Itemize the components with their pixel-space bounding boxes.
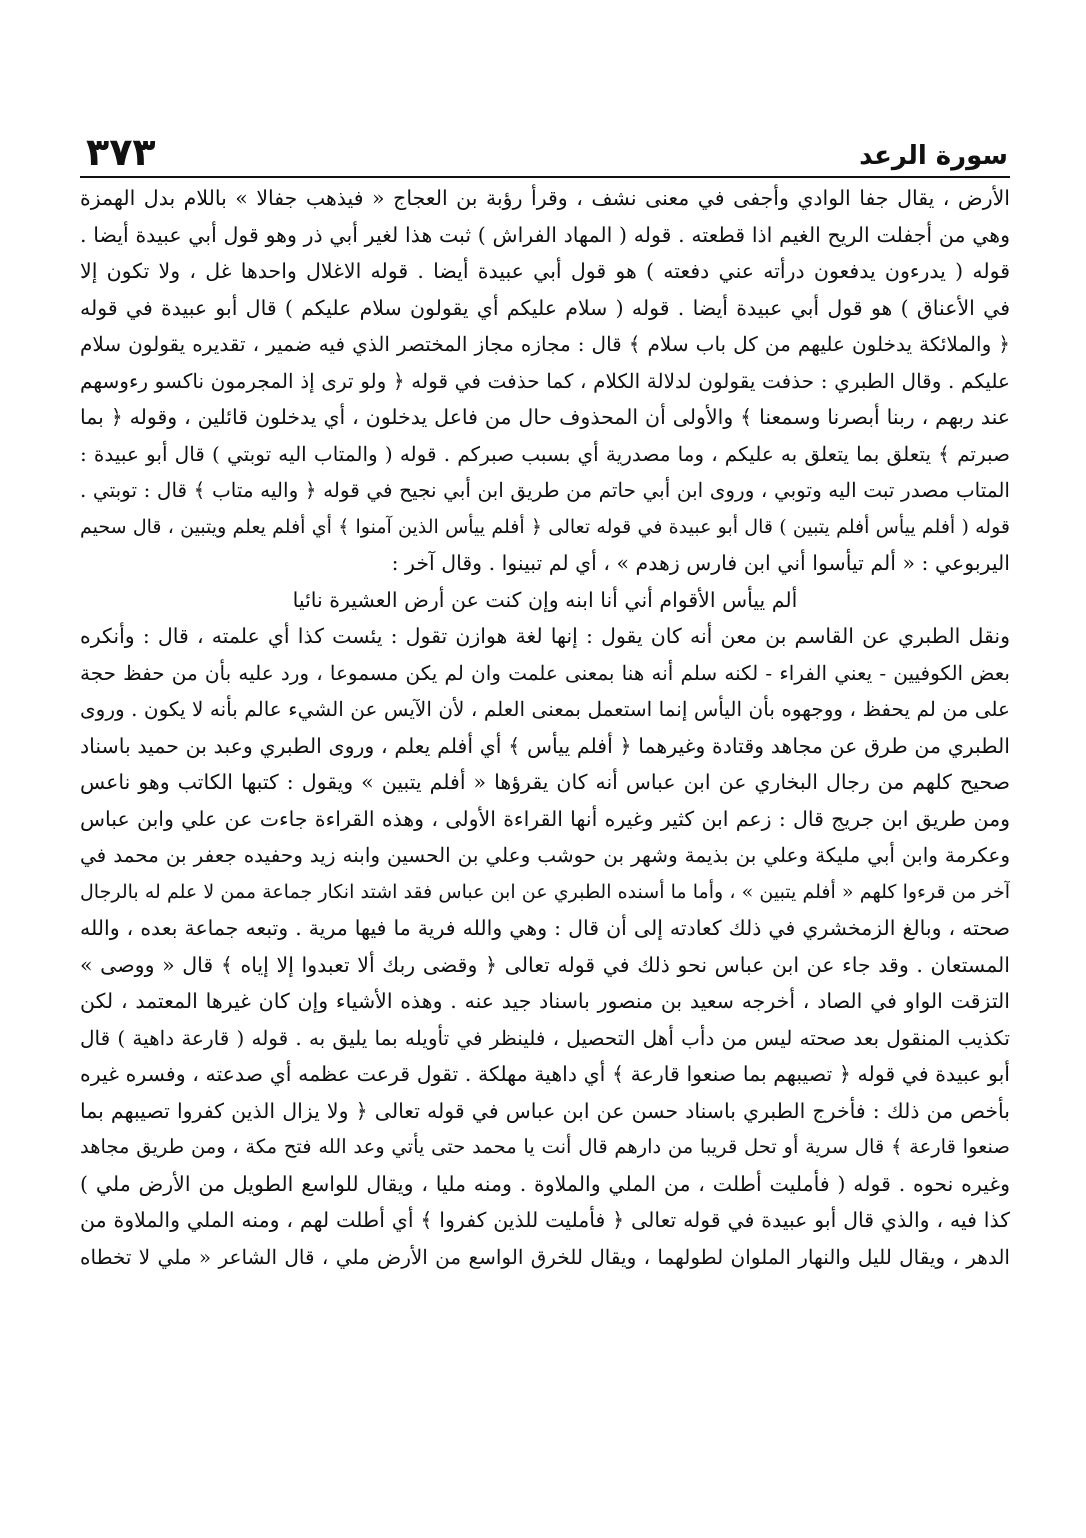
running-title: سورة الرعد xyxy=(859,141,1008,171)
header-rule xyxy=(80,176,1010,178)
text-line: تكذيب المنقول بعد صحته ليس من دأب أهل التحصيل ، فلينظر في تأويله بما يليق به . قوله ( قارعة داهية ) قال xyxy=(80,1025,1010,1050)
text-line: بعض الكوفيين - يعني الفراء - لكنه سلم أنه هنا بمعنى علمت وان لم يكن مسموعا ، ورد عليه بأن من حفظ حجة xyxy=(80,660,1010,685)
poetry-verse: ألم ييأس الأقوام أني أنا ابنه وإن كنت عن أرض العشيرة نائيا xyxy=(292,587,798,612)
text-line: ومن طريق ابن جريج قال : زعم ابن كثير وغيره أنها القراءة الأولى ، وهذه القراءة جاءت عن علي وابن عباس xyxy=(80,806,1010,831)
text-line: المستعان . وقد جاء عن ابن عباس نحو ذلك في قوله تعالى ﴿ وقضى ربك ألا تعبدوا إلا إياه ﴾ قال « ووصى » xyxy=(80,952,1010,977)
text-line: أبو عبيدة في قوله ﴿ تصيبهم بما صنعوا قارعة ﴾ أي داهية مهلكة . تقول قرعت عظمه أي صدعته ، وفسره غيره xyxy=(80,1062,1010,1086)
text-line: صحته ، وبالغ الزمخشري في ذلك كعادته إلى أن قال : وهي والله فرية ما فيها مرية . وتبعه جماعة بعده ، والله xyxy=(80,916,1010,940)
text-line: بأخص من ذلك : فأخرج الطبري باسناد حسن عن ابن عباس في قوله تعالى ﴿ ولا يزال الذين كفروا تصيبهم بما xyxy=(80,1098,1010,1123)
page-header xyxy=(86,128,1008,172)
text-line: قوله ( يدرءون يدفعون درأته عني دفعته ) هو قول أبي عبيدة أيضا . قوله الاغلال واحدها غل ، ولا تكون إلا xyxy=(80,259,1010,283)
text-line: كذا فيه ، والذي قال أبو عبيدة في قوله تعالى ﴿ فأمليت للذين كفروا ﴾ أي أطلت لهم ، ومنه الملي والملاوة من xyxy=(80,1208,1010,1232)
text-line: آخر من قرءوا كلهم « أفلم يتبين » ، وأما ما أسنده الطبري عن ابن عباس فقد اشتد انكار جماعة ممن لا علم له بالرجال xyxy=(80,880,1010,903)
text-line: في الأعناق ) هو قول أبي عبيدة أيضا . قوله ( سلام عليكم أي يقولون سلام عليكم ) قال أبو عبيدة في قوله xyxy=(80,295,1010,320)
text-line: عليكم . وقال الطبري : حذفت يقولون لدلالة الكلام ، كما حذفت في قوله ﴿ ولو ترى إذ المجرمون ناكسو رءوسهم xyxy=(80,368,1010,393)
text-line: وهي من أجفلت الريح الغيم اذا قطعته . قوله ( المهاد الفراش ) ثبت هذا لغير أبي ذر وهو قول أبي عبيدة أيضا . xyxy=(80,222,1010,247)
page-number: ٣٧٣ xyxy=(86,130,156,174)
text-line: المتاب مصدر تبت اليه وتوبي ، وروى ابن أبي حاتم من طريق ابن أبي نجيح في قوله ﴿ واليه متاب ﴾ قال : توبتي . xyxy=(80,478,1010,502)
text-line: ﴿ والملائكة يدخلون عليهم من كل باب سلام ﴾ قال : مجازه مجاز المختصر الذي فيه ضمير ، تقديره يقولون سلام xyxy=(80,332,1010,356)
page-body xyxy=(80,180,1010,1275)
text-line: صحيح كلهم من رجال البخاري عن ابن عباس أنه كان يقرؤها « أفلم يتبين » ويقول : كتبها الكاتب وهو ناعس xyxy=(80,770,1010,794)
text-line: الطبري من طرق عن مجاهد وقتادة وغيرهما ﴿ أفلم ييأس ﴾ أي أفلم يعلم ، وروى الطبري وعبد بن حميد باسناد xyxy=(80,733,1010,758)
text-line: اليربوعي : « ألم تيأسوا أني ابن فارس زهدم » ، أي لم تبينوا . وقال آخر : xyxy=(391,551,1010,575)
text-line: صبرتم ﴾ يتعلق بما يتعلق به عليكم ، وما مصدرية أي بسبب صبركم . قوله ( والمتاب اليه توبتي ) قال أبو عبيدة : xyxy=(80,441,1010,466)
text-line: عند ربهم ، ربنا أبصرنا وسمعنا ﴾ والأولى أن المحذوف حال من فاعل يدخلون ، أي يدخلون قائلين ، وقوله ﴿ بما xyxy=(80,405,1010,429)
text-line: قوله ( أفلم ييأس أفلم يتبين ) قال أبو عبيدة في قوله تعالى ﴿ أفلم ييأس الذين آمنوا ﴾ أي أفلم يعلم ويتبين ، قال سحيم xyxy=(80,515,1010,538)
text-line: على من لم يحفظ ، ووجهوه بأن اليأس إنما استعمل بمعنى العلم ، لأن الآيس عن الشيء عالم بأنه لا يكون . وروى xyxy=(80,697,1010,721)
text-line: الدهر ، ويقال لليل والنهار الملوان لطولهما ، ويقال للخرق الواسع من الأرض ملي ، قال الشاعر « ملي لا تخطاه xyxy=(80,1244,1010,1269)
text-line: الأرض ، يقال جفا الوادي وأجفى في معنى نشف ، وقرأ رؤبة بن العجاج « فيذهب جفالا » باللام بدل الهمزة xyxy=(80,186,1010,210)
text-line: صنعوا قارعة ﴾ قال سرية أو تحل قريبا من دارهم قال أنت يا محمد حتى يأتي وعد الله فتح مكة ، ومن طريق مجاهد xyxy=(80,1135,1010,1158)
text-line: وغيره نحوه . قوله ( فأمليت أطلت ، من الملي والملاوة . ومنه مليا ، ويقال للواسع الطويل من الأرض ملي ) xyxy=(80,1171,1010,1196)
text-line: ونقل الطبري عن القاسم بن معن أنه كان يقول : إنها لغة هوازن تقول : يئست كذا أي علمته ، قال : وأنكره xyxy=(80,624,1010,648)
text-line: التزقت الواو في الصاد ، أخرجه سعيد بن منصور باسناد جيد عنه . وهذه الأشياء وإن كان غيرها المعتمد ، لكن xyxy=(80,989,1010,1013)
text-line: وعكرمة وابن أبي مليكة وعلي بن بذيمة وشهر بن حوشب وعلي بن الحسين وابنه زيد وحفيده جعفر بن محمد في xyxy=(80,843,1010,867)
